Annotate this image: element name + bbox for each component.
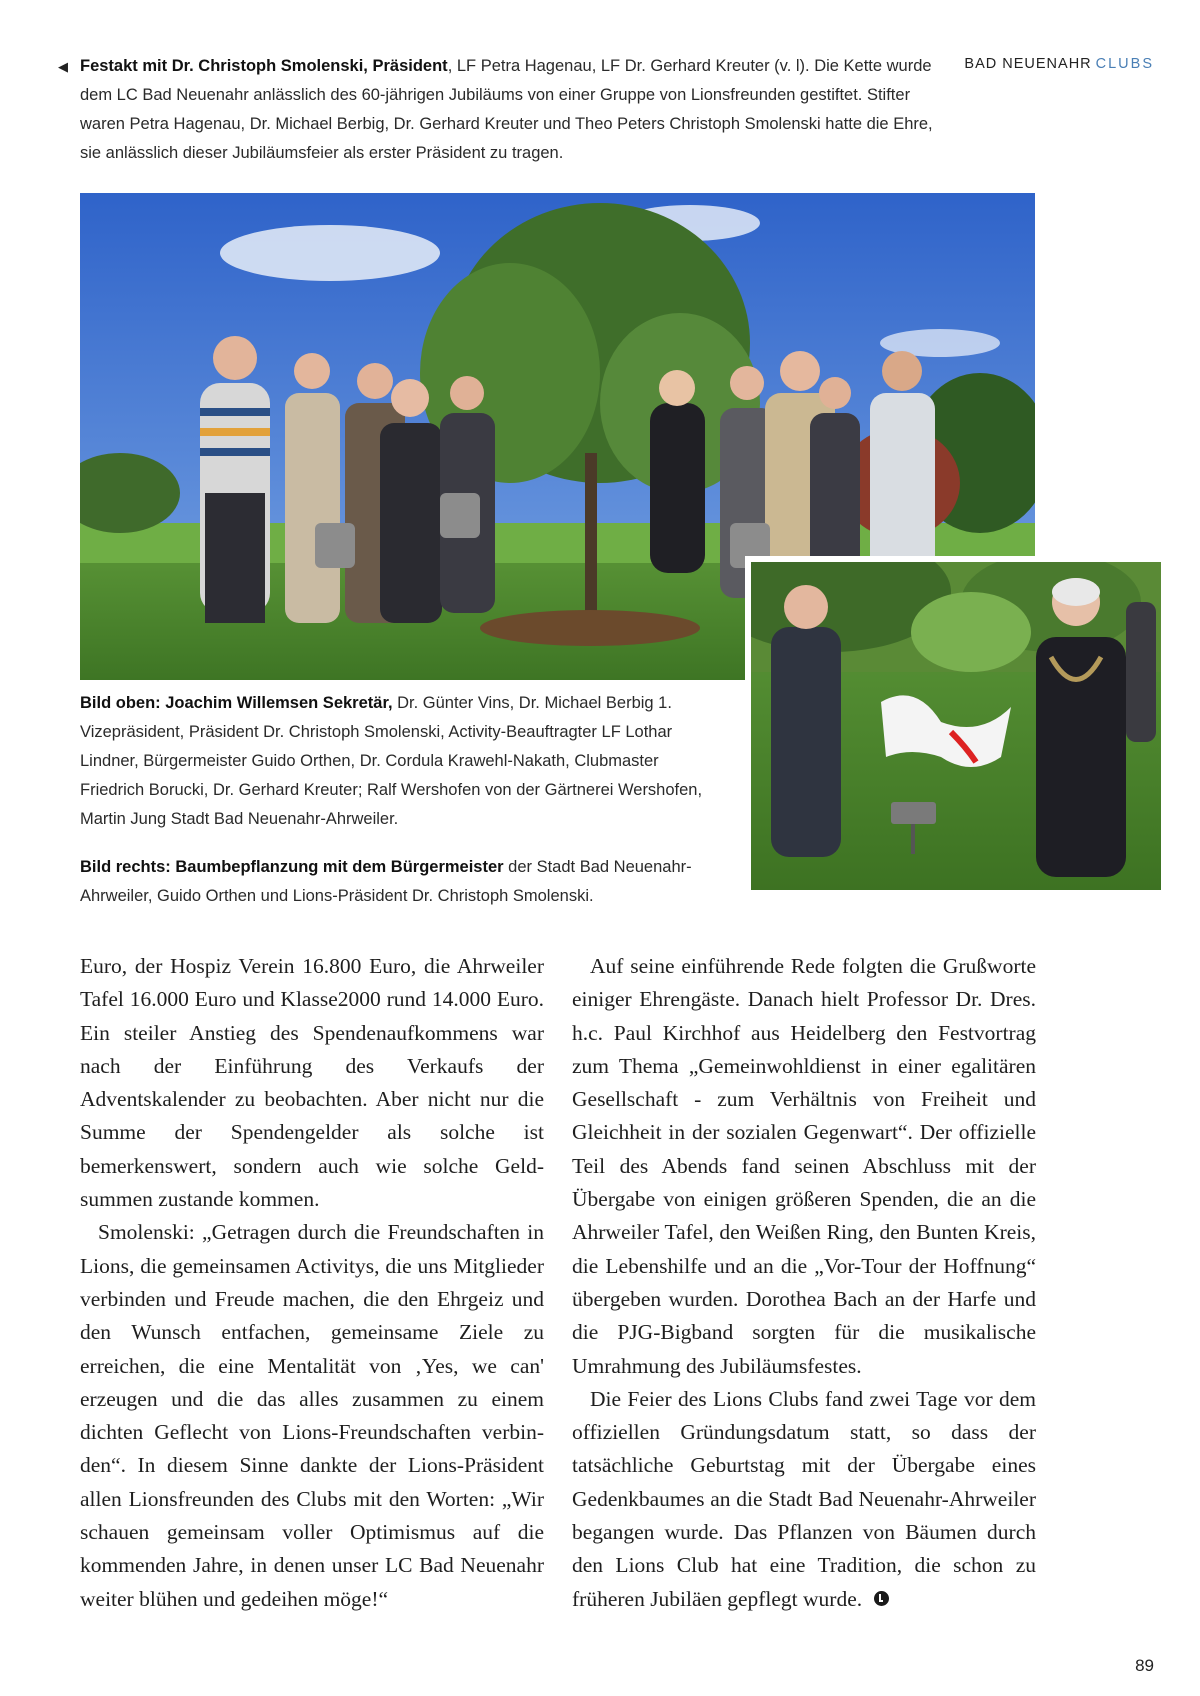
body-paragraph: Smolenski: „Getragen durch die Freundschaften in Lions, die gemeinsamen Activitys, die uns Mitglieder verbinden und Freude machen, die den Ehrgeiz und den Wunsch entfachen, gemeinsame Ziele zu erreichen, die eine Mentalität von ‚Yes, we can' erzeugen und die das alles zusammen zu einem dichten Geflecht von Lions-Freundschaften verbinden“. In diesem Sinne dankte der Lions-Präsident allen Lionsfreunden des Clubs mit den Worten: „Wir schauen gemeinsam voller Optimismus auf die kommenden Jahre, in denen unser LC Bad Neuenahr weiter blühen und gedeihen möge!“ bbox=[80, 1220, 544, 1611]
caption-top-lead: Festakt mit Dr. Christoph Smolenski, Präsident bbox=[80, 57, 448, 75]
caption-top bbox=[58, 52, 940, 168]
running-head bbox=[964, 56, 1154, 72]
body-paragraph: Auf seine einführende Rede folgten die Grußworte einiger Ehrengäste. Danach hielt Professor Dr. Dres. h.c. Paul Kirchhof aus Heidelberg den Festvortrag zum Thema „Gemeinwohldienst in einer egalitären Gesellschaft - zum Verhältnis von Freiheit und Gleichheit in der sozialen Gegenwart“. Der offizielle Teil des Abends fand seinen Abschluss mit der Übergabe von einigen größeren Spenden, die an die Ahrweiler Tafel, den Weißen Ring, den Bunten Kreis, die Lebenshilfe und an die „Vor-Tour der Hoffnung“ übergeben wurden. Dorothea Bach an der Harfe und die PJG-Bigband sorgten für die musikalische Umrahmung des Jubiläumsfestes. bbox=[572, 954, 1036, 1378]
caption-photo-top bbox=[80, 689, 720, 834]
caption-photo-top-text: Dr. Günter Vins, Dr. Michael Berbig 1. Vizepräsident, Präsident Dr. Christoph Smolenski, Activity-Beauftragter LF Lothar Lindner, Bürgermeister Guido Orthen, Dr. Cordula Krawehl-Nakath, Clubmaster Friedrich Borucki, Dr. Gerhard Kreuter; Ralf Wershofen von der Gärtnerei Wershofen, Martin Jung Stadt Bad Neuenahr-Ahrweiler. bbox=[80, 694, 703, 828]
left-triangle-icon: ◀ bbox=[58, 59, 68, 74]
running-head-location: BAD NEUENAHR bbox=[964, 56, 1092, 72]
body-column-left bbox=[80, 950, 544, 1616]
caption-photo-top-lead: Bild oben: Joachim Willemsen Sekretär, bbox=[80, 694, 393, 712]
caption-photo-right-lead: Bild rechts: Baumbepflanzung mit dem Bürgermeister bbox=[80, 858, 504, 876]
lions-logo-icon bbox=[874, 1591, 889, 1606]
body-column-right bbox=[572, 950, 1036, 1616]
photo-unveiling-mayor bbox=[745, 556, 1161, 890]
page-number: 89 bbox=[1135, 1656, 1154, 1675]
caption-photo-right bbox=[80, 853, 720, 911]
caption-top-text: , LF Petra Hagenau, LF Dr. Gerhard Kreuter (v. l). Die Kette wurde dem LC Bad Neuenahr anlässlich des 60-jährigen Jubiläums von einer Gruppe von Lionsfreunden gestiftet. Stifter waren Petra Hagenau, Dr. Michael Berbig, Dr. Gerhard Kreuter und Theo Peters Christoph Smolenski hatte die Ehre, sie anlässlich dieser Jubiläumsfeier als erster Präsident zu tragen. bbox=[80, 57, 933, 162]
body-paragraph: Euro, der Hospiz Verein 16.800 Euro, die Ahrweiler Tafel 16.000 Euro und Klasse2000 rund 14.000 Euro. Ein steiler Anstieg des Spendenaufkommens war nach der Einführung des Verkaufs der Adventskalender zu beobachten. Aber nicht nur die Summe der Spendengelder als solche ist bemerkenswert, sondern auch wie solche Geldsummen zustande kommen. bbox=[80, 954, 544, 1212]
caption-photo-right-text: der Stadt Bad Neuenahr-Ahrweiler, Guido Orthen und Lions-Präsident Dr. Christoph Smolenski. bbox=[80, 858, 692, 905]
body-paragraph: Die Feier des Lions Clubs fand zwei Tage vor dem offiziellen Gründungsdatum statt, so dass der tatsächliche Geburtstag mit der Übergabe eines Gedenkbaumes an die Stadt Bad Neuenahr-Ahrweiler begangen wurde. Das Pflanzen von Bäumen durch den Lions Club hat eine Tradition, die schon zu früheren Jubiläen gepflegt wurde. bbox=[572, 1386, 1036, 1611]
running-head-section: CLUBS bbox=[1095, 56, 1154, 72]
